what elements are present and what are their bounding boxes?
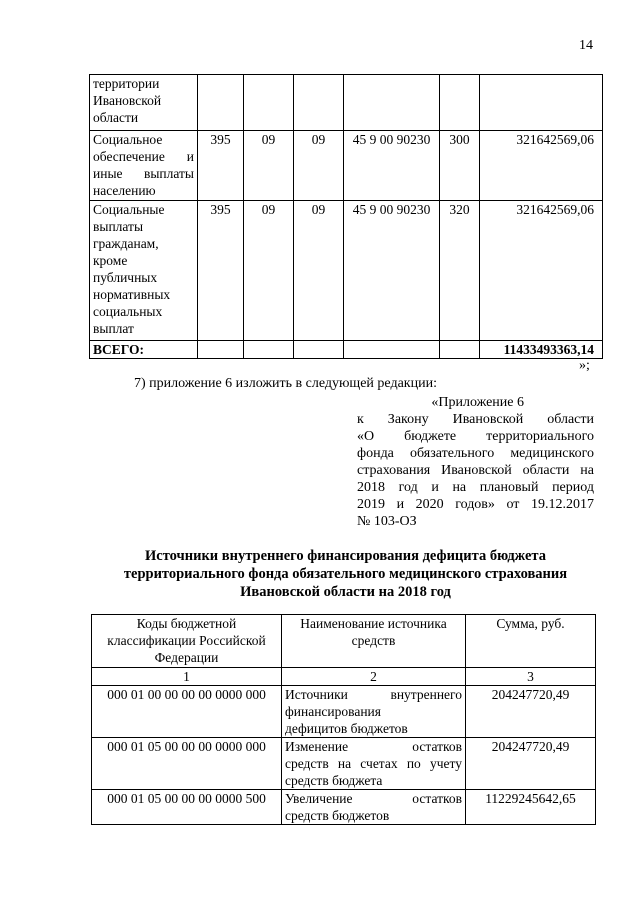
expenditure-table — [89, 74, 603, 359]
table-row — [90, 75, 603, 131]
amendment-instruction: 7) приложение 6 изложить в следующей редакции: — [134, 376, 437, 391]
header-codes: Коды бюджетной классификации Российской Федерации — [92, 615, 282, 668]
subsection-cell: 09 — [294, 131, 344, 201]
code-cell: 000 01 05 00 00 00 0000 000 — [92, 738, 282, 790]
column-number-row: 1 2 3 — [92, 668, 596, 686]
financing-sources-table — [91, 614, 596, 825]
amount-cell: 321642569,06 — [480, 201, 603, 341]
table-row — [92, 738, 596, 790]
grbs-cell: 395 — [198, 201, 244, 341]
appendix-title: «Приложение 6 — [431, 395, 524, 410]
table-row — [92, 790, 596, 825]
section-heading: Источники внутреннего финансирования дефицита бюджета территориального фонда обязательного медицинского страхования Ивановской области на 2018 год — [123, 548, 568, 600]
amount-cell: 204247720,49 — [466, 738, 596, 790]
table-row — [90, 131, 603, 201]
code-cell: 000 01 00 00 00 00 0000 000 — [92, 686, 282, 738]
closing-quote: »; — [579, 358, 590, 373]
source-name-cell: Изменение остатков средств на счетах по учету средств бюджета — [282, 738, 466, 790]
row-name-cell: Социальные выплаты гражданам, кроме публичных нормативных социальных выплат — [90, 201, 198, 341]
total-amount: 11433493363,14 — [480, 341, 603, 359]
total-row — [90, 341, 603, 359]
expense-type-cell: 320 — [440, 201, 480, 341]
section-cell: 09 — [244, 131, 294, 201]
amount-cell: 321642569,06 — [480, 131, 603, 201]
total-label: ВСЕГО: — [90, 341, 198, 359]
page-number: 14 — [579, 38, 593, 53]
subsection-cell: 09 — [294, 201, 344, 341]
table-row — [90, 201, 603, 341]
code-cell: 000 01 05 00 00 00 0000 500 — [92, 790, 282, 825]
section-cell: 09 — [244, 201, 294, 341]
target-article-cell: 45 9 00 90230 — [344, 131, 440, 201]
source-name-cell: Источники внутреннего финансирования дефицитов бюджетов — [282, 686, 466, 738]
header-row — [92, 615, 596, 668]
appendix-reference: «Приложение 6 к Закону Ивановской области «О бюджете территориального фонда обязательного медицинского страхования Ивановской области на 2018 год и на плановый период 2019 и 2020 годов» от 19.12.2017 № 103-ОЗ — [357, 395, 594, 529]
table-row — [92, 686, 596, 738]
source-name-cell: Увеличение остатков средств бюджетов — [282, 790, 466, 825]
grbs-cell: 395 — [198, 131, 244, 201]
amount-cell: 204247720,49 — [466, 686, 596, 738]
expense-type-cell: 300 — [440, 131, 480, 201]
header-name: Наименование источника средств — [282, 615, 466, 668]
target-article-cell: 45 9 00 90230 — [344, 201, 440, 341]
row-name-cell: Социальное обеспечение и иные выплаты населению — [90, 131, 198, 201]
row-name-cell: территории Ивановской области — [90, 75, 198, 131]
header-amount: Сумма, руб. — [466, 615, 596, 668]
amount-cell: 11229245642,65 — [466, 790, 596, 825]
